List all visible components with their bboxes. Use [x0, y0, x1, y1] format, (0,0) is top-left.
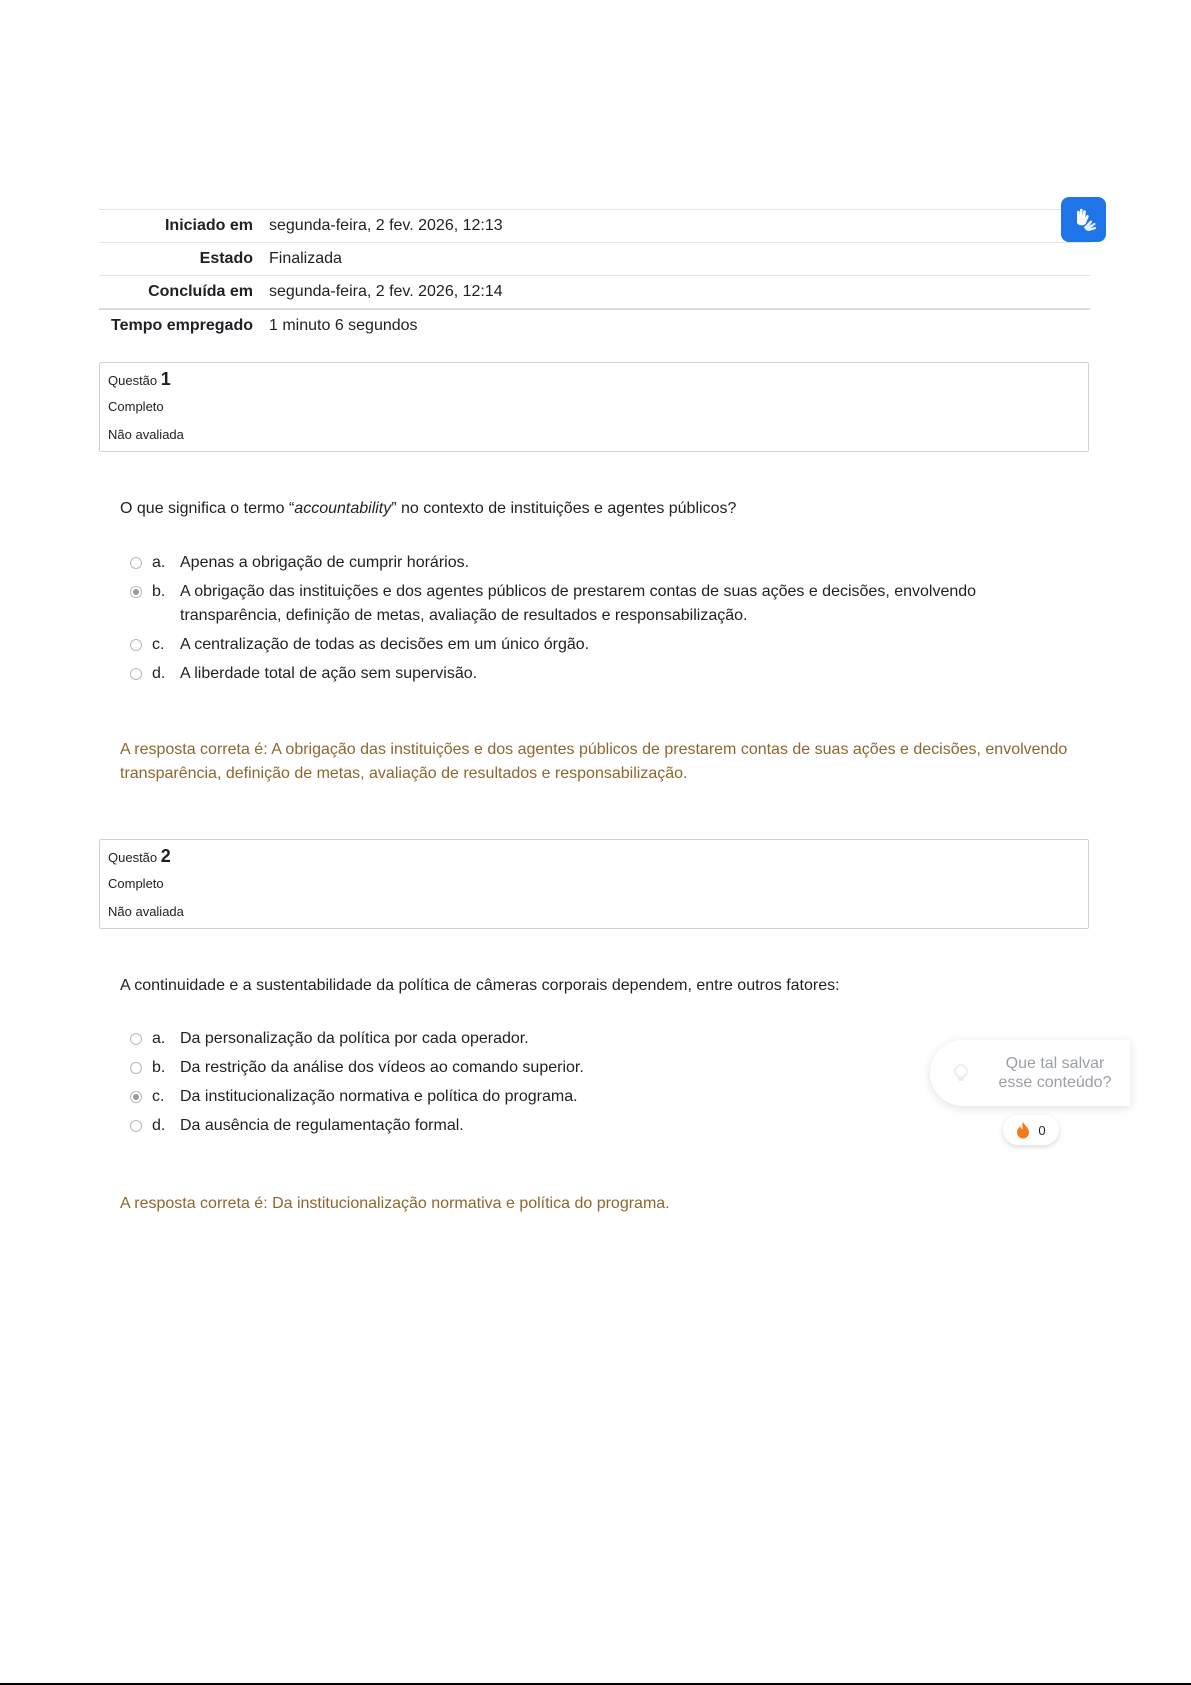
summary-label: Iniciado em — [164, 217, 253, 234]
answer-text: A liberdade total de ação sem supervisão. — [180, 665, 478, 682]
radio-button[interactable] — [130, 557, 142, 569]
answer-letter: b. — [152, 583, 166, 600]
save-content-widget[interactable] — [930, 1040, 1130, 1106]
answer-text: A obrigação das instituições e dos agentes públicos de prestarem contas de suas ações e decisões, envolvendo transparência, definição de metas, avaliação de resultados e responsabilização. — [180, 583, 977, 624]
answer-option[interactable] — [128, 580, 1078, 628]
question-state: Completo — [108, 876, 164, 891]
radio-button[interactable] — [130, 668, 142, 680]
summary-row-started — [99, 210, 1090, 243]
radio-button[interactable] — [130, 639, 142, 651]
fire-count: 0 — [1038, 1122, 1046, 1138]
radio-button[interactable] — [130, 1120, 142, 1132]
radio-button[interactable] — [130, 1062, 142, 1074]
question-2-text: A continuidade e a sustentabilidade da política de câmeras corporais dependem, entre outros fatores: — [120, 977, 840, 994]
question-label: Questão — [108, 850, 158, 865]
lightbulb-icon — [950, 1062, 972, 1084]
summary-value: Finalizada — [269, 250, 342, 267]
right-answer-feedback: A resposta correta é: A obrigação das instituições e dos agentes públicos de prestarem contas de suas ações e decisões, envolvendo transparência, definição de metas, avaliação de resultados e responsabilização. — [120, 741, 1068, 782]
question-1-answers — [128, 551, 1078, 691]
answer-letter: b. — [152, 1059, 166, 1076]
question-number — [108, 369, 1080, 391]
answer-option[interactable] — [128, 551, 1078, 575]
fire-icon — [1016, 1121, 1030, 1139]
radio-button-selected[interactable] — [130, 586, 142, 598]
fire-counter-badge[interactable] — [1003, 1115, 1059, 1145]
attempt-summary-table — [99, 209, 1090, 342]
question-text-emphasis: accountability — [294, 500, 392, 517]
question-state: Completo — [108, 399, 164, 414]
summary-row-state — [99, 243, 1090, 276]
summary-label: Concluída em — [148, 283, 253, 300]
answer-text: A centralização de todas as decisões em um único órgão. — [180, 636, 590, 653]
question-label: Questão — [108, 373, 158, 388]
answer-letter: a. — [152, 1030, 166, 1047]
summary-row-completed — [99, 276, 1090, 310]
answer-option[interactable] — [128, 1114, 1078, 1138]
answer-text: Da personalização da política por cada operador. — [180, 1030, 529, 1047]
answer-letter: d. — [152, 665, 166, 682]
question-number-value: 2 — [160, 846, 171, 866]
answer-letter: d. — [152, 1117, 166, 1134]
question-number-value: 1 — [160, 369, 171, 389]
answer-letter: a. — [152, 554, 166, 571]
question-1-info — [99, 362, 1089, 452]
radio-button[interactable] — [130, 1033, 142, 1045]
question-text-part: ” no contexto de instituições e agentes públicos? — [391, 500, 737, 517]
answer-text: Apenas a obrigação de cumprir horários. — [180, 554, 470, 571]
answer-text: Da restrição da análise dos vídeos ao comando superior. — [180, 1059, 584, 1076]
question-text-part: O que significa o termo “ — [120, 500, 295, 517]
radio-button-selected[interactable] — [130, 1091, 142, 1103]
question-number — [108, 846, 1080, 868]
answer-option[interactable] — [128, 633, 1078, 657]
question-2-info — [99, 839, 1089, 929]
question-1-text — [120, 497, 736, 521]
answer-option[interactable] — [128, 1027, 1078, 1051]
save-content-prompt: Que tal salvar esse conteúdo? — [998, 1055, 1112, 1091]
summary-label: Tempo empregado — [111, 317, 253, 334]
answer-text: Da ausência de regulamentação formal. — [180, 1117, 464, 1134]
question-grade: Não avaliada — [108, 427, 184, 442]
answer-text: Da institucionalização normativa e política do programa. — [180, 1088, 578, 1105]
sign-language-hands-icon — [1069, 205, 1099, 235]
summary-value: segunda-feira, 2 fev. 2026, 12:14 — [269, 283, 503, 300]
summary-row-time — [99, 309, 1090, 342]
answer-letter: c. — [152, 1088, 165, 1105]
summary-value: 1 minuto 6 segundos — [269, 317, 418, 334]
accessibility-button[interactable] — [1061, 197, 1106, 242]
answer-option[interactable] — [128, 662, 1078, 686]
summary-value: segunda-feira, 2 fev. 2026, 12:13 — [269, 217, 503, 234]
answer-letter: c. — [152, 636, 165, 653]
right-answer-feedback: A resposta correta é: Da institucionalização normativa e política do programa. — [120, 1195, 670, 1212]
summary-label: Estado — [199, 250, 253, 267]
question-grade: Não avaliada — [108, 904, 184, 919]
